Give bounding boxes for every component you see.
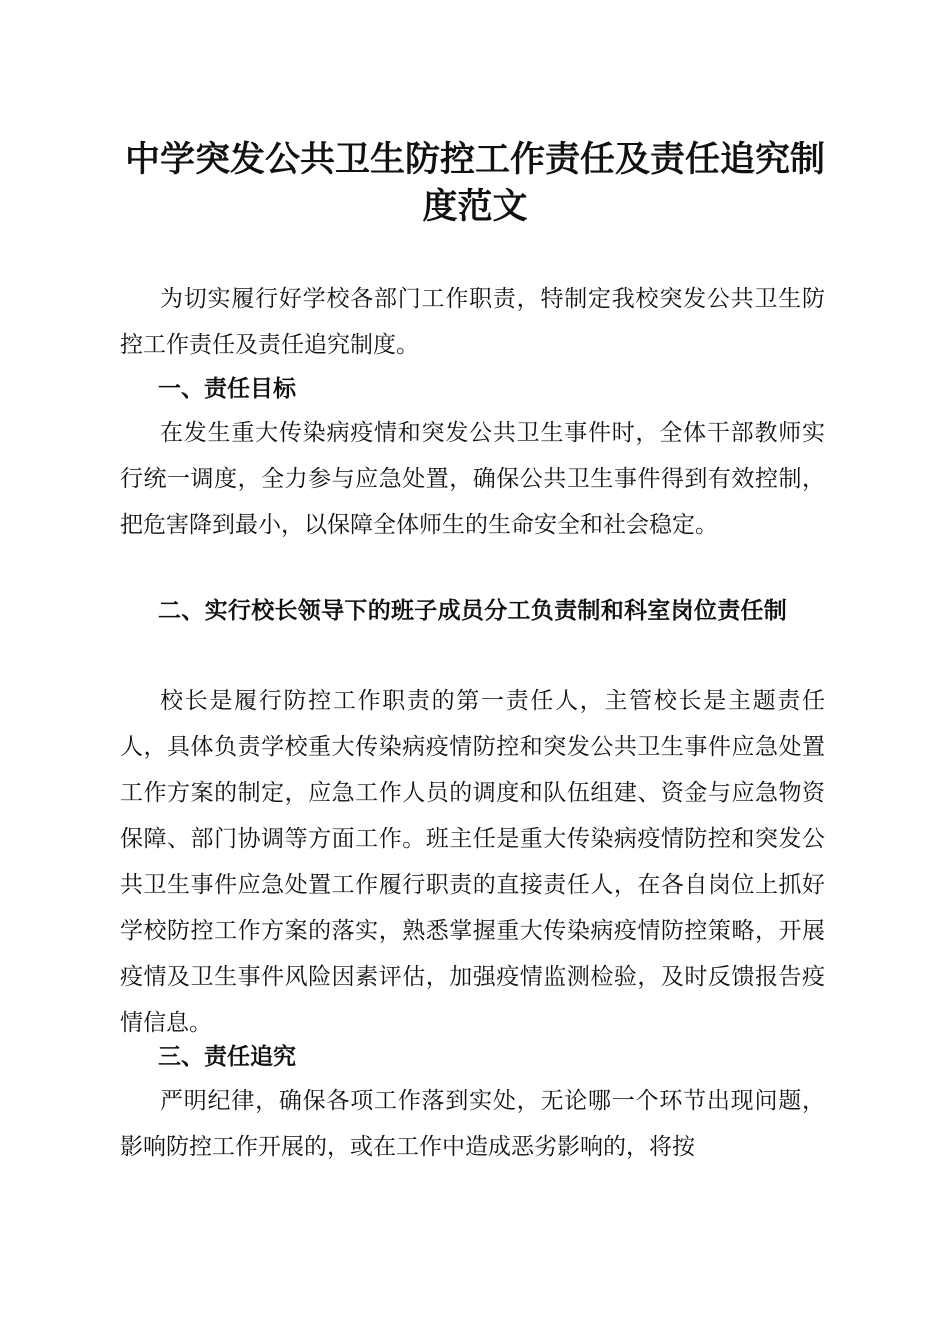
section2-paragraph: 校长是履行防控工作职责的第一责任人，主管校长是主题责任人，具体负责学校重大传染病疫情防控和突发公共卫生事件应急处置工作方案的制定，应急工作人员的调度和队伍组建、资金与应急物资保障、部门协调等方面工作。班主任是重大传染病疫情防控和突发公共卫生事件应急处置工作履行职责的直接责任人，在各自岗位上抓好学校防控工作方案的落实，熟悉掌握重大传染病疫情防控策略，开展疫情及卫生事件风险因素评估，加强疫情监测检验，及时反馈报告疫情信息。 <box>120 688 825 1036</box>
section2-heading: 二、实行校长领导下的班子成员分工负责制和科室岗位责任制 <box>158 598 788 624</box>
section1-heading: 一、责任目标 <box>158 376 296 402</box>
intro-paragraph: 为切实履行好学校各部门工作职责，特制定我校突发公共卫生防控工作责任及责任追究制度。 <box>120 286 825 358</box>
document-title-line1: 中学突发公共卫生防控工作责任及责任追究制 <box>124 139 825 180</box>
section1-paragraph: 在发生重大传染病疫情和突发公共卫生事件时，全体干部教师实行统一调度，全力参与应急处置，确保公共卫生事件得到有效控制，把危害降到最小，以保障全体师生的生命安全和社会稳定。 <box>120 420 825 538</box>
section3-heading: 三、责任追究 <box>158 1044 296 1070</box>
document-title-line2: 度范文 <box>422 186 528 227</box>
section3-paragraph: 严明纪律，确保各项工作落到实处，无论哪一个环节出现问题，影响防控工作开展的，或在工作中造成恶劣影响的，将按 <box>120 1088 825 1160</box>
